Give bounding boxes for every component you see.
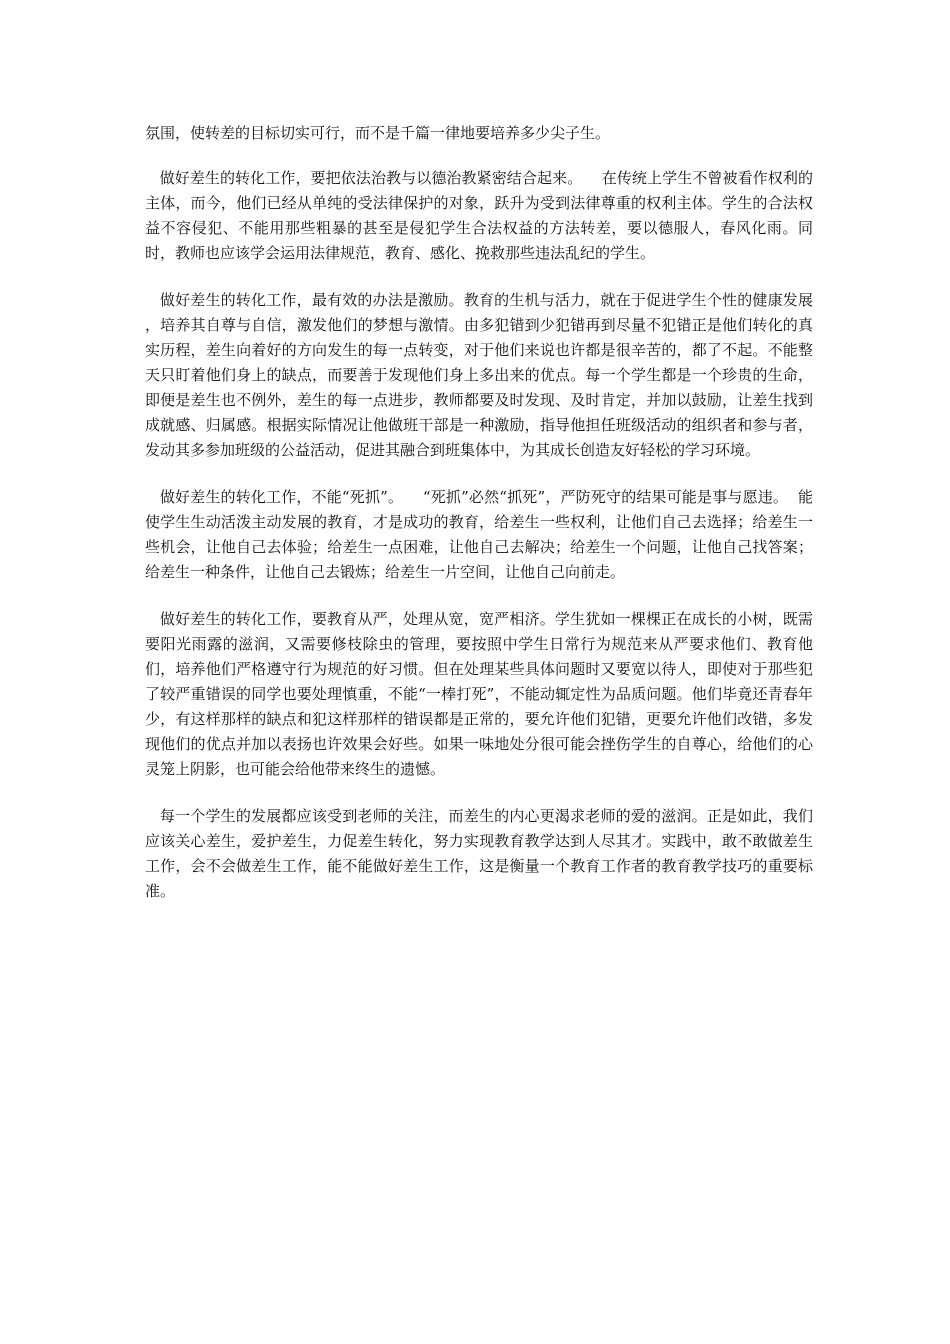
- paragraph-law-and-virtue: 做好差生的转化工作，要把依法治教与以德治教紧密结合起来。 在传统上学生不曾被看作权利的主体，而今，他们已经从单纯的受法律保护的对象，跃升为受到法律尊重的权利主体。学生的合法权益不容侵犯、不能用那些粗暴的甚至是侵犯学生合法权益的方法转差，要以德服人，春风化雨。同时，教师也应该学会运用法律规范，教育、感化、挽救那些违法乱纪的学生。: [145, 169, 813, 262]
- paragraph-intro-continuation: 氛围，使转差的目标切实可行，而不是千篇一律地要培养多少尖子生。: [145, 124, 611, 142]
- document-body: [145, 121, 833, 926]
- paragraph-no-strict-grip: 做好差生的转化工作，不能“死抓”。 “死抓”必然“抓死”，严防死守的结果可能是事与愿违。 能使学生生动活泼主动发展的教育，才是成功的教育，给差生一些权利，让他们自己去选择；给差生一些机会，让他自己去体验；给差生一点困难，让他自己去解决；给差生一个问题，让他自己找答案；给差生一种条件，让他自己去锻炼；给差生一片空间，让他自己向前走。: [145, 488, 813, 581]
- paragraph-conclusion: 每一个学生的发展都应该受到老师的关注，而差生的内心更渴求老师的爱的滋润。正是如此，我们应该关心差生，爱护差生，力促差生转化，努力实现教育教学达到人尽其才。实践中，敢不敢做差生工作，会不会做差生工作，能不能做好差生工作，这是衡量一个教育工作者的教育教学技巧的重要标准。: [145, 807, 813, 900]
- paragraph-motivation: 做好差生的转化工作，最有效的办法是激励。教育的生机与活力，就在于促进学生个性的健康发展 ，培养其自尊与自信，激发他们的梦想与激情。由多犯错到少犯错再到尽量不犯错正是他们转化的真实历程，差生向着好的方向发生的每一点转变，对于他们来说也许都是很辛苦的，都了不起。不能整天只盯着他们身上的缺点，而要善于发现他们身上多出来的优点。每一个学生都是一个珍贵的生命，即便是差生也不例外，差生的每一点进步，教师都要及时发现、及时肯定，并加以鼓励，让差生找到成就感、归属感。根据实际情况让他做班干部是一种激励，指导他担任班级活动的组织者和参与者，发动其多参加班级的公益活动，促进其融合到班集体中，为其成长创造友好轻松的学习环境。: [145, 291, 833, 459]
- paragraph-strict-and-lenient: 做好差生的转化工作，要教育从严，处理从宽，宽严相济。学生犹如一棵棵正在成长的小树，既需要阳光雨露的滋润，又需要修枝除虫的管理，要按照中学生日常行为规范来从严要求他们、教育他们，培养他们严格遵守行为规范的好习惯。但在处理某些具体问题时又要宽以待人，即使对于那些犯了较严重错误的同学也要处理慎重，不能“一棒打死”，不能动辄定性为品质问题。他们毕竟还青春年少，有这样那样的缺点和犯这样那样的错误都是正常的，要允许他们犯错，更要允许他们改错，多发现他们的优点并加以表扬也许效果会好些。如果一味地处分很可能会挫伤学生的自尊心，给他们的心灵笼上阴影，也可能会给他带来终生的遗憾。: [145, 610, 813, 778]
